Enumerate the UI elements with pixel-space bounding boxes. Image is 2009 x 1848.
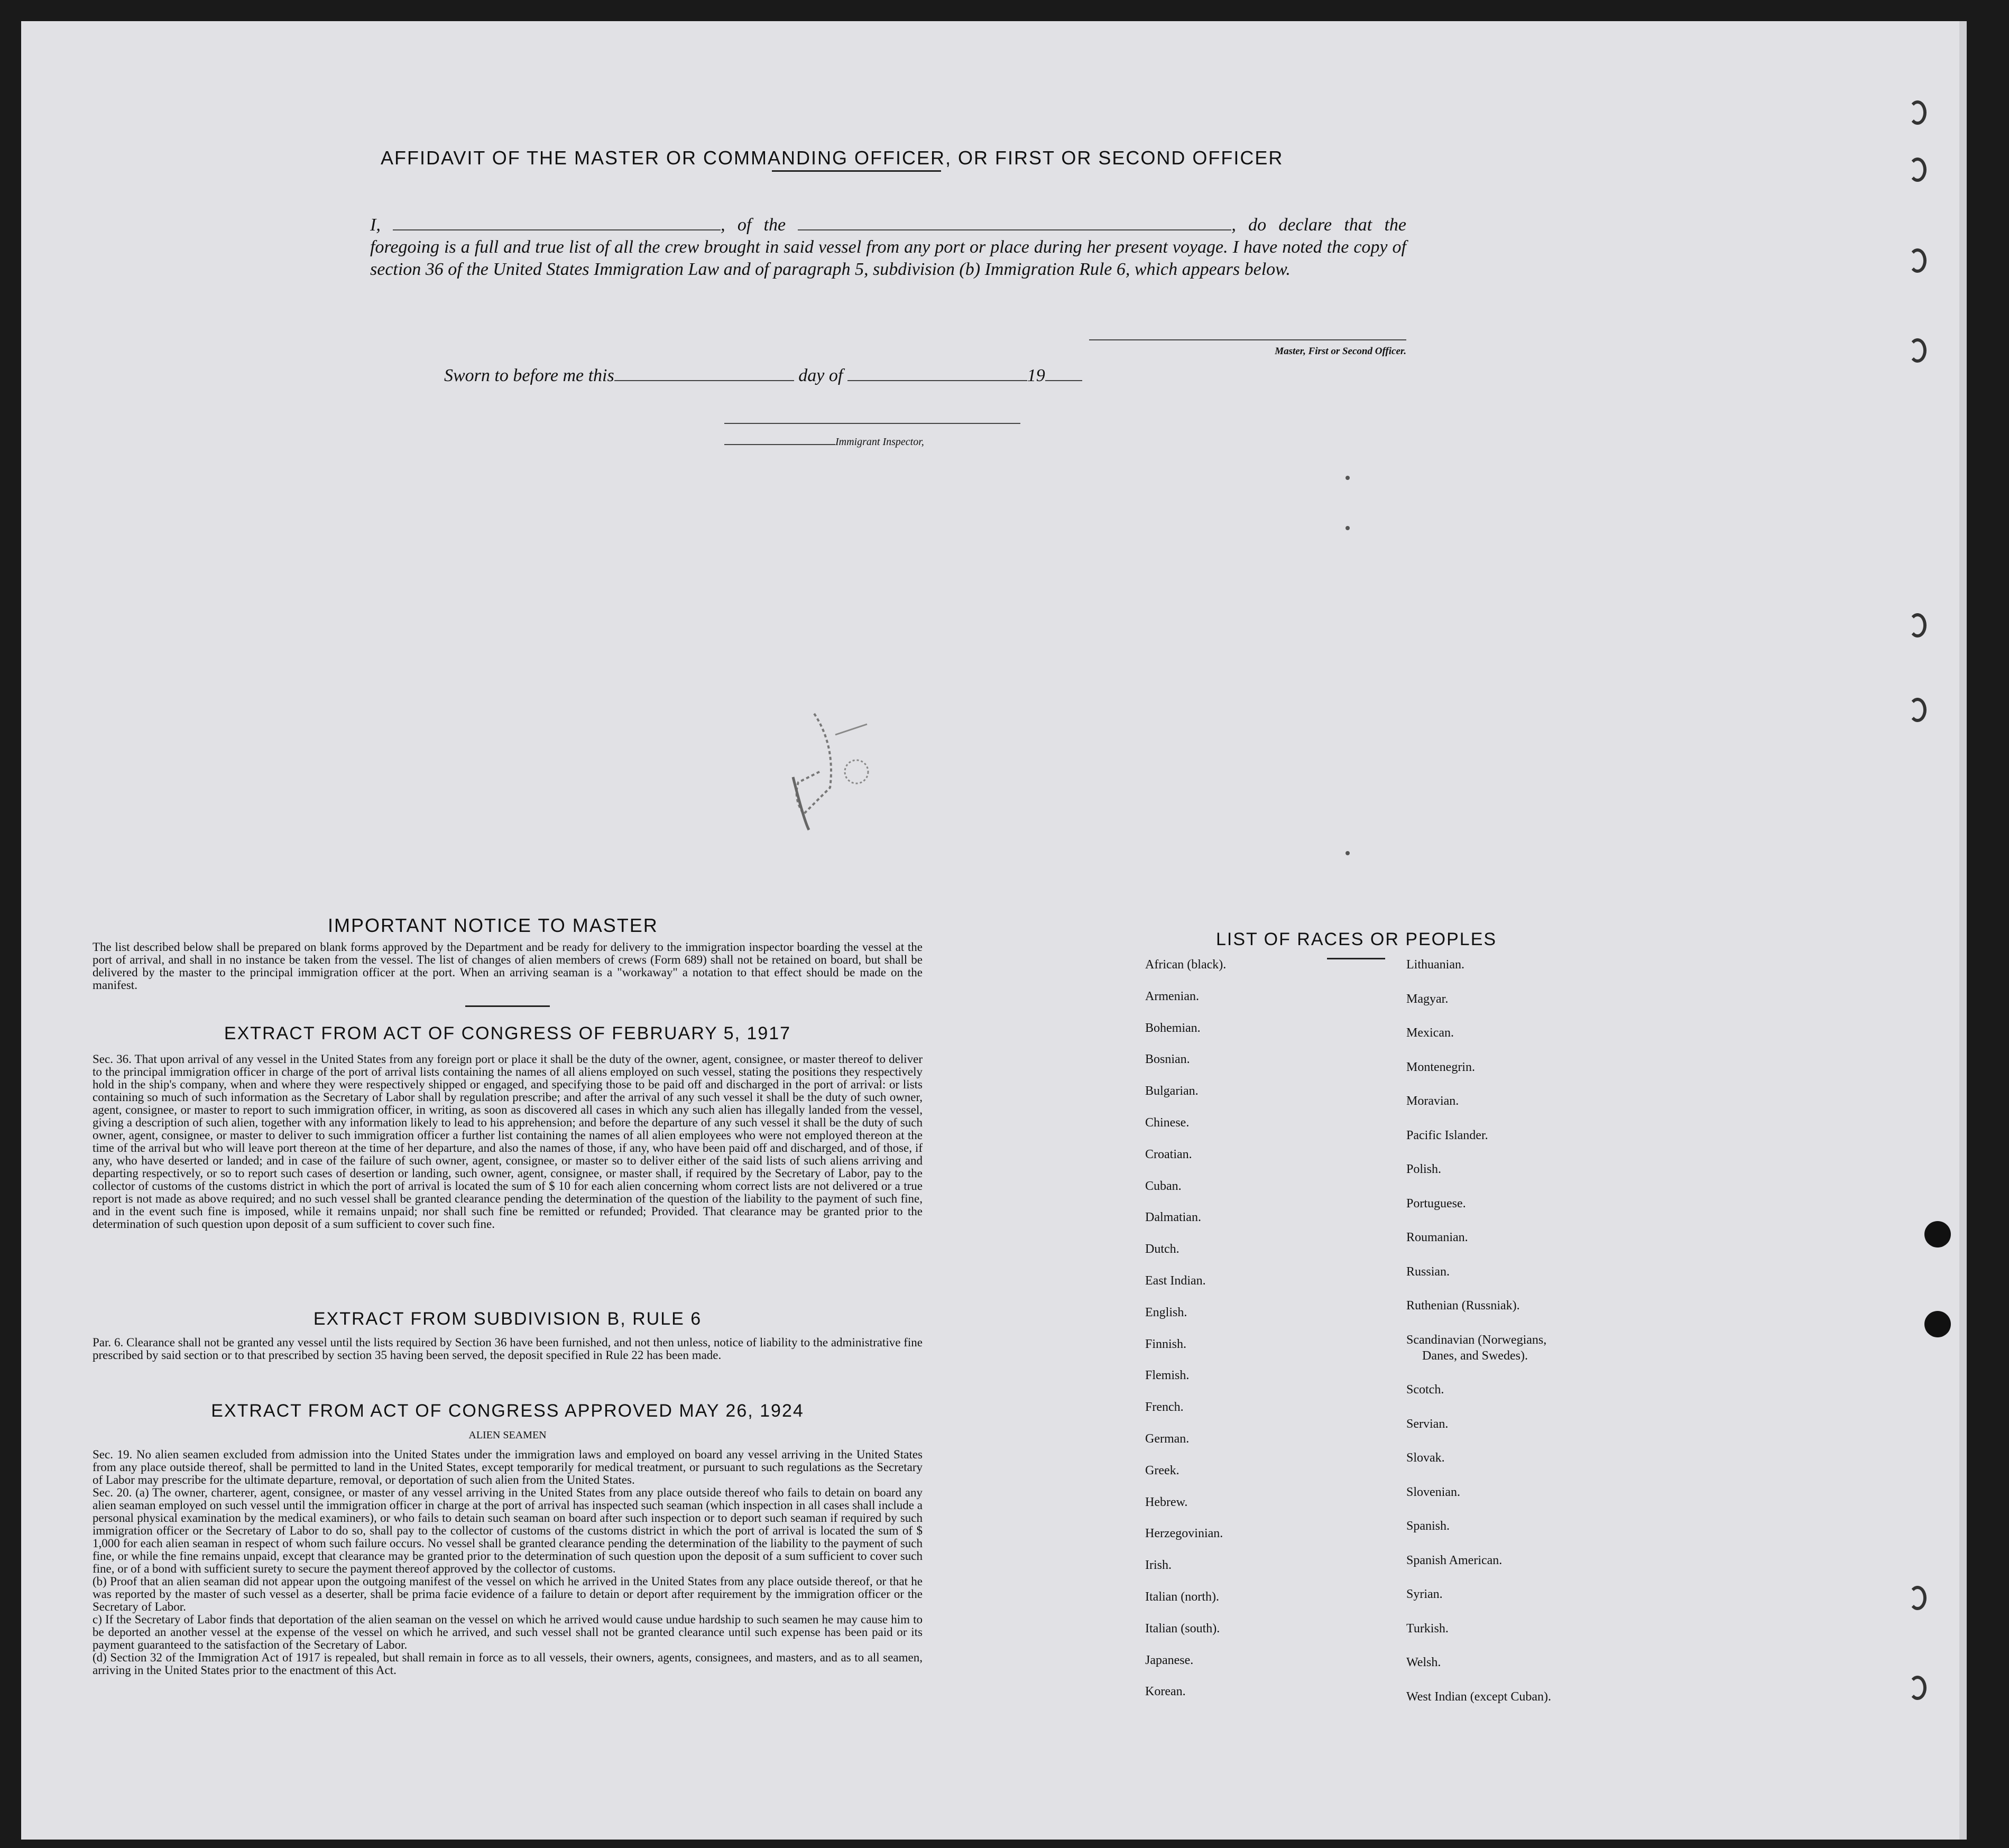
inspector-line	[724, 423, 1020, 424]
binder-hole	[1909, 698, 1927, 722]
ink-stamp	[772, 692, 899, 840]
race-item-left: African (black).	[1145, 958, 1227, 972]
race-item-left: Herzegovinian.	[1145, 1527, 1223, 1541]
affidavit-title: AFFIDAVIT OF THE MASTER OR COMMANDING OFFICER, OR FIRST OR SECOND OFFICER	[381, 147, 1284, 169]
race-item-right: Pacific Islander.	[1406, 1128, 1488, 1142]
race-item-right: Slovak.	[1406, 1451, 1445, 1465]
race-item-left: Irish.	[1145, 1558, 1172, 1573]
race-item-right: Syrian.	[1406, 1587, 1443, 1601]
race-item-right: Welsh.	[1406, 1656, 1441, 1669]
year-blank	[1045, 380, 1082, 381]
inspector-caption: Immigrant Inspector,	[835, 436, 924, 448]
races-title: LIST OF RACES OR PEOPLES	[1216, 929, 1497, 949]
binder-hole	[1909, 100, 1927, 125]
race-item-right: Russian.	[1406, 1264, 1450, 1279]
binder-hole	[1909, 338, 1927, 363]
race-item-left: Finnish.	[1145, 1337, 1187, 1351]
race-item-right: Mexican.	[1406, 1026, 1454, 1040]
dot-mark	[1346, 526, 1350, 530]
day-blank	[614, 380, 794, 381]
signature-caption: Master, First or Second Officer.	[1275, 346, 1406, 357]
race-item-left: Dalmatian.	[1145, 1211, 1201, 1225]
vessel-blank	[798, 229, 1231, 230]
race-item-right: Montenegrin.	[1406, 1060, 1475, 1074]
race-item-right: Scandinavian (Norwegians,	[1406, 1333, 1547, 1347]
binder-hole	[1909, 1586, 1927, 1610]
sworn-prefix: Sworn to before me this	[444, 366, 614, 385]
notice-divider	[465, 1005, 550, 1007]
race-item-right: Spanish American.	[1406, 1553, 1503, 1567]
race-item-right: Ruthenian (Russniak).	[1406, 1299, 1520, 1313]
race-item-left: Hebrew.	[1145, 1495, 1188, 1509]
alien-seamen-subtitle: ALIEN SEAMEN	[468, 1429, 547, 1441]
race-item-right: Roumanian.	[1406, 1231, 1468, 1244]
sec-20b-text: (b) Proof that an alien seaman did not appear upon the outgoing manifest of the vessel on which he arrived in the United States from any place outside thereof, or that he was reported by the master of such vessel as a deserter, shall be prima facie evidence of a failure to detain or deport after requirement by the immigration officer or the Secretary of Labor.	[93, 1575, 923, 1613]
sworn-day-of: day of	[798, 366, 843, 385]
race-item-left: Bohemian.	[1145, 1021, 1201, 1035]
race-item-left: French.	[1145, 1400, 1184, 1415]
sworn-line	[444, 366, 1082, 386]
race-item-left: Bosnian.	[1145, 1052, 1190, 1067]
race-item-right: West Indian (except Cuban).	[1406, 1689, 1551, 1704]
race-item-right: Magyar.	[1406, 992, 1449, 1006]
race-item-right: Scotch.	[1406, 1383, 1444, 1397]
binder-hole	[1909, 158, 1927, 182]
month-blank	[847, 380, 1027, 381]
race-item-right: Portuguese.	[1406, 1196, 1466, 1211]
affidavit-declaration	[370, 214, 1406, 281]
dot-mark	[1346, 851, 1350, 855]
race-item-right: Danes, and Swedes).	[1422, 1348, 1528, 1363]
race-item-right: Slovenian.	[1406, 1485, 1460, 1499]
extract-1924-text	[93, 1448, 923, 1677]
race-item-right: Servian.	[1406, 1417, 1449, 1431]
name-blank	[393, 229, 721, 230]
sworn-year: 19	[1027, 366, 1045, 385]
declaration-i: I,	[370, 215, 381, 235]
race-item-left: English.	[1145, 1305, 1187, 1319]
notice-title: IMPORTANT NOTICE TO MASTER	[328, 914, 658, 936]
declaration-do-declare: , do declare	[1231, 215, 1332, 235]
declaration-body: that the foregoing is a full and true list of all the crew brought in said vessel from any port or place during her present voyage. I have noted the copy of section 36 of the United States Immigration Law and of paragraph 5, subdivision (b) Immigration Rule 6, which appears below.	[370, 215, 1407, 279]
binder-hole	[1909, 1676, 1927, 1700]
inspector-underline	[724, 444, 835, 445]
extract-1924-title: EXTRACT FROM ACT OF CONGRESS APPROVED MAY 26, 1924	[211, 1401, 804, 1421]
binder-hole	[1909, 248, 1927, 273]
race-item-left: Cuban.	[1145, 1179, 1182, 1193]
race-item-left: Italian (north).	[1145, 1590, 1219, 1604]
extract-rule6-title: EXTRACT FROM SUBDIVISION B, RULE 6	[313, 1309, 702, 1329]
race-item-left: Flemish.	[1145, 1369, 1190, 1383]
binder-hole	[1909, 613, 1927, 637]
race-item-left: Croatian.	[1145, 1147, 1192, 1161]
sec-20a-text: Sec. 20. (a) The owner, charterer, agent, consignee, or master of any vessel arriving in the United States from any place outside thereof who fails to detain on board any alien seaman employed on such vessel until the immigration officer in charge at the port of arrival has inspected such seaman (which inspection in all cases shall include a personal physical examination by the medical examiners), or who fails to detain such seaman on board after such inspection or to deport such seaman if required by such immigration officer or the Secretary of Labor to do so, shall pay to the collector of customs of the customs district in which the port of arrival is located the sum of $ 1,000 for each alien seaman in respect of whom such failure occurs. No vessel shall be granted clearance pending the determination of the liability to the payment of such fine, or while the fine remains unpaid, except that clearance may be granted prior to the determination of such question upon the deposit of a sum sufficient to cover such fine, or of a bond with sufficient surety to secure the payment thereof approved by the collector of customs.	[93, 1486, 923, 1575]
title-underline	[772, 170, 941, 172]
extract-1917-title: EXTRACT FROM ACT OF CONGRESS OF FEBRUARY 5, 1917	[224, 1023, 791, 1043]
race-item-right: Moravian.	[1406, 1094, 1459, 1108]
race-item-right: Polish.	[1406, 1162, 1442, 1176]
race-item-left: German.	[1145, 1432, 1190, 1446]
declaration-of-the: , of the	[721, 215, 786, 235]
binder-hole	[1924, 1311, 1951, 1337]
race-item-right: Spanish.	[1406, 1519, 1450, 1533]
race-item-right: Lithuanian.	[1406, 958, 1464, 972]
notice-text: The list described below shall be prepared on blank forms approved by the Department and be ready for delivery to the immigration inspector boarding the vessel at the port of arrival, and shall in no instance be taken from the vessel. The list of changes of alien members of crews (Form 689) shall not be retained on board, but shall be delivered by the master to the principal immigration officer at the port. When an arriving seaman is a "workaway" a notation to that effect should be made on the manifest.	[93, 940, 923, 992]
race-item-right: Turkish.	[1406, 1621, 1449, 1636]
document-page	[21, 21, 1967, 1840]
race-item-left: East Indian.	[1145, 1274, 1206, 1288]
sec-20c-text: c) If the Secretary of Labor finds that deportation of the alien seaman on the vessel on which he arrived would cause undue hardship to such seamen he may cause him to be deported an another vessel at the expense of the vessel on which he arrived, and such vessel shall not be granted clearance until such expense has been paid or its payment guaranteed to the satisfaction of the Secretary of Labor.	[93, 1613, 923, 1651]
race-item-left: Korean.	[1145, 1685, 1186, 1699]
extract-1917-text: Sec. 36. That upon arrival of any vessel in the United States from any foreign port or place it shall be the duty of the owner, agent, consignee, or master thereof to deliver to the principal immigration officer in charge of the port of arrival lists containing the names of all aliens employed on such vessel, stating the positions they respectively hold in the ship's company, when and where they were respectively shipped or engaged, and specifying those to be paid off and discharged in the port of arrival: or lists containing so much of such information as the Secretary of Labor shall by regulation prescribe; and after the arrival of any such vessel it shall be the duty of such owner, agent, consignee, or master to report to such immigration officer, in writing, as soon as discovered all cases in which any such alien has illegally landed from the vessel, giving a description of such alien, together with any information likely to lead to his apprehension; and before the departure of any such vessel it shall be the duty of such owner, agent, consignee, or master to deliver to such immigration officer a further list containing the names of all alien employees who were not employed thereon at the time of the arrival but who will leave port thereon at the time of her departure, and also the names of those, if any, who have been paid off and discharged, and of those, if any, who have deserted or landed; and in case of the failure of such owner, agent, consignee, or master so to deliver either of the said lists of such aliens arriving and departing respectively, or so to report such cases of desertion or landing, such owner, agent, consignee, or master shall, if required by the Secretary of Labor, pay to the collector of customs of the customs district in which the port of arrival is located the sum of $ 10 for each alien concerning whom correct lists are not delivered or a true report is not made as above required; and no such vessel shall be granted clearance pending the determination of the question of the liability to the payment of such fine, and in the event such fine is imposed, while it remains unpaid; nor shall such fine be remitted or refunded; Provided. That clearance may be granted prior to the determination of such question upon deposit of a sum sufficient to cover such fine.	[93, 1052, 923, 1231]
signature-line	[1089, 339, 1406, 340]
page-edge	[1959, 21, 1967, 1840]
dot-mark	[1346, 476, 1350, 480]
race-item-left: Armenian.	[1145, 989, 1199, 1003]
races-divider	[1327, 958, 1385, 959]
race-item-left: Japanese.	[1145, 1653, 1194, 1667]
race-item-left: Dutch.	[1145, 1242, 1179, 1256]
sec-19-text: Sec. 19. No alien seamen excluded from admission into the United States under the immigration laws and employed on board any vessel arriving in the United States from any place outside thereof, shall be permitted to land in the United States, except temporarily for medical treatment, or pursuant to such regulations as the Secretary of Labor may prescribe for the ultimate departure, removal, or deportation of such alien from the United States.	[93, 1448, 923, 1486]
sec-20d-text: (d) Section 32 of the Immigration Act of 1917 is repealed, but shall remain in force as to all vessels, their owners, agents, consignees, and masters, and as to all seamen, arriving in the United States prior to the enactment of this Act.	[93, 1651, 923, 1677]
race-item-left: Italian (south).	[1145, 1621, 1220, 1636]
binder-hole	[1924, 1221, 1951, 1248]
race-item-left: Greek.	[1145, 1463, 1179, 1477]
extract-rule6-text: Par. 6. Clearance shall not be granted any vessel until the lists required by Section 36 have been furnished, and not then unless, notice of liability to the administrative fine prescribed by said section or to that prescribed by section 35 having been served, the deposit specified in Rule 22 has been made.	[93, 1336, 923, 1362]
race-item-left: Bulgarian.	[1145, 1084, 1199, 1098]
race-item-left: Chinese.	[1145, 1116, 1190, 1130]
